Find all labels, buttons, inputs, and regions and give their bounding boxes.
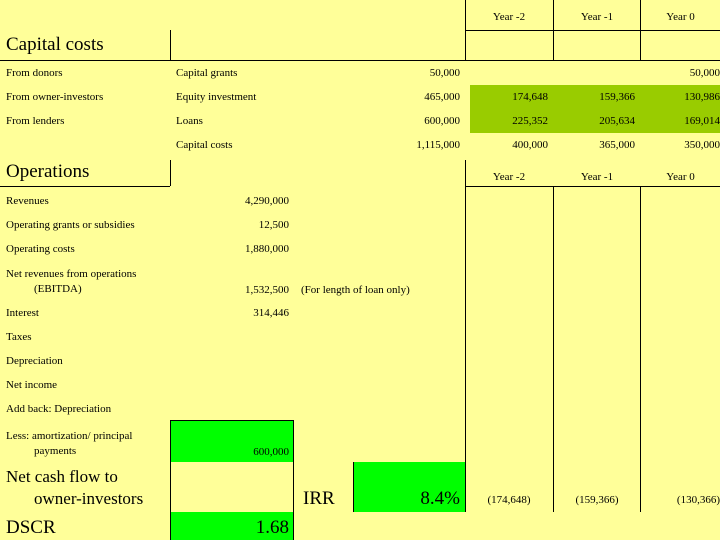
add-back-depreciation-label: Add back: Depreciation	[6, 403, 112, 415]
amortization-label-line2: payments	[34, 445, 77, 457]
interest-value: 314,446	[253, 307, 289, 319]
grid-line	[465, 30, 466, 60]
net-cash-y2: (174,648)	[487, 494, 531, 506]
grid-line	[353, 462, 354, 512]
grid-line	[640, 186, 641, 512]
grid-line	[465, 186, 720, 187]
capital-total-y2: 400,000	[512, 139, 548, 151]
grid-line	[170, 420, 293, 421]
operating-grants-label: Operating grants or subsidies	[6, 219, 135, 231]
ebitda-label-line1: Net revenues from operations	[6, 268, 137, 280]
ebitda-value: 1,532,500	[245, 284, 289, 296]
operating-costs-value: 1,880,000	[245, 243, 289, 255]
capital-total-grants: 50,000	[429, 67, 460, 79]
grid-line	[553, 186, 554, 512]
capital-total-equity: 465,000	[424, 91, 460, 103]
capital-y2-loans: 225,352	[512, 115, 548, 127]
operating-costs-label: Operating costs	[6, 243, 75, 255]
capital-source-donors: From donors	[6, 67, 63, 79]
grid-line	[293, 420, 294, 540]
amortization-label-line1: Less: amortization/ principal	[6, 430, 133, 442]
irr-label: IRR	[303, 488, 335, 509]
grid-line	[0, 60, 720, 61]
depreciation-label: Depreciation	[6, 355, 63, 367]
grid-line	[553, 30, 554, 60]
taxes-label: Taxes	[6, 331, 32, 343]
header-year-0: Year 0	[666, 11, 695, 23]
capital-type-grants: Capital grants	[176, 67, 238, 79]
capital-source-owners: From owner-investors	[6, 91, 104, 103]
revenues-value: 4,290,000	[245, 195, 289, 207]
ebitda-label-line2: (EBITDA)	[34, 283, 82, 295]
net-cash-flow-label-line1: Net cash flow to	[6, 467, 118, 486]
capital-y0-equity: 130,986	[684, 91, 720, 103]
capital-y0-loans: 169,014	[684, 115, 720, 127]
dscr-label: DSCR	[6, 517, 56, 538]
grid-line	[170, 30, 171, 60]
loan-length-note: (For length of loan only)	[301, 284, 410, 296]
revenues-label: Revenues	[6, 195, 49, 207]
amortization-value: 600,000	[253, 446, 289, 458]
header-year-minus-1: Year -1	[580, 11, 614, 23]
ops-header-year-minus-2: Year -2	[492, 171, 526, 183]
grid-line	[170, 160, 171, 186]
grid-line	[465, 160, 466, 512]
capital-y1-loans: 205,634	[599, 115, 635, 127]
net-cash-y0: (130,366)	[676, 494, 720, 506]
capital-total-loans: 600,000	[424, 115, 460, 127]
header-year-minus-2: Year -2	[492, 11, 526, 23]
capital-costs-title: Capital costs	[6, 34, 104, 55]
grid-line	[170, 420, 171, 540]
net-cash-flow-label-line2: owner-investors	[34, 489, 144, 508]
dscr-value: 1.68	[255, 517, 289, 538]
capital-y0-grants: 50,000	[689, 67, 720, 79]
operations-title: Operations	[6, 161, 90, 182]
grid-line	[640, 30, 641, 60]
interest-label: Interest	[6, 307, 39, 319]
irr-value: 8.4%	[420, 488, 460, 509]
operating-grants-value: 12,500	[258, 219, 289, 231]
capital-y1-equity: 159,366	[599, 91, 635, 103]
capital-type-equity: Equity investment	[176, 91, 257, 103]
net-income-label: Net income	[6, 379, 58, 391]
capital-type-loans: Loans	[176, 115, 203, 127]
ops-header-year-minus-1: Year -1	[580, 171, 614, 183]
capital-total-value: 1,115,000	[416, 139, 460, 151]
ops-header-year-0: Year 0	[666, 171, 695, 183]
capital-total-y1: 365,000	[599, 139, 635, 151]
grid-line	[0, 186, 170, 187]
net-cash-y1: (159,366)	[575, 494, 619, 506]
capital-total-y0: 350,000	[684, 139, 720, 151]
capital-source-lenders: From lenders	[6, 115, 65, 127]
grid-line	[465, 30, 720, 31]
capital-total-label: Capital costs	[176, 139, 233, 151]
capital-y2-equity: 174,648	[512, 91, 548, 103]
